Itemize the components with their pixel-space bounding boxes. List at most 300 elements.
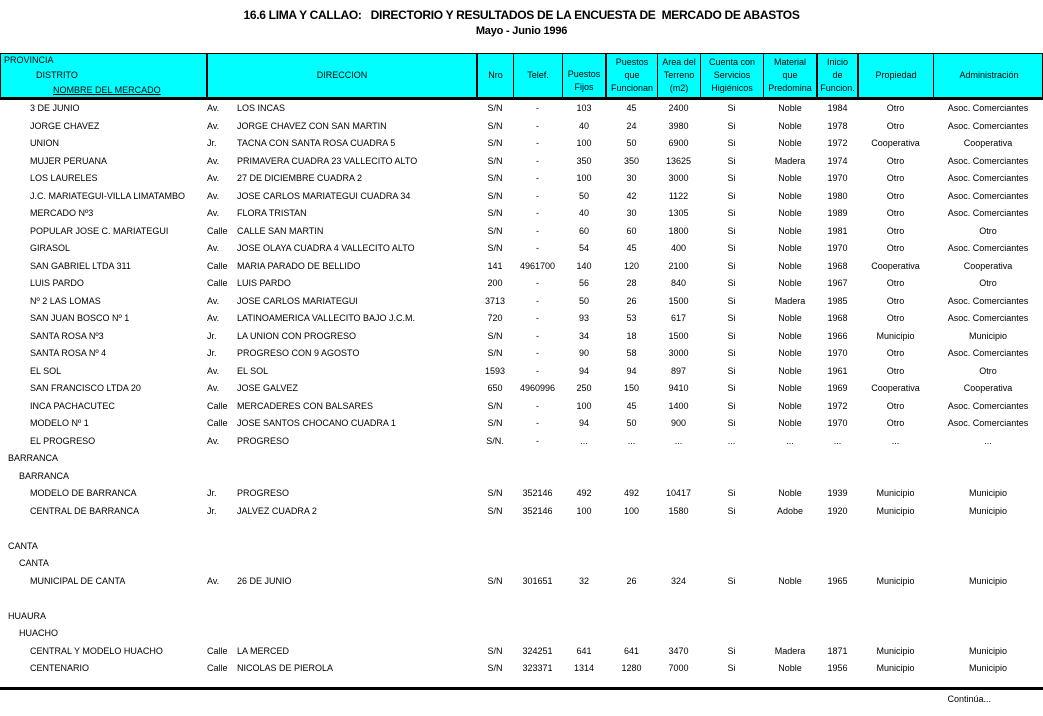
cell-via: Jr.	[207, 330, 217, 341]
cell-name: POPULAR JOSE C. MARIATEGUI	[30, 225, 169, 236]
cell-inicio: 1970	[827, 173, 848, 183]
cell-sh: Si	[727, 225, 736, 236]
cell-mat: Noble	[778, 348, 802, 358]
cell-via: Av.	[207, 208, 220, 218]
cell-func: 45	[626, 103, 637, 113]
cell-prop: Otro	[886, 225, 905, 236]
cell-area	[657, 520, 700, 538]
cell-adm	[933, 450, 1043, 468]
cell-sh: Si	[727, 313, 736, 323]
cell-adm: Otro	[979, 365, 997, 376]
cell-fijos	[562, 450, 606, 468]
cell-sh	[700, 468, 763, 486]
cell-fijos: 94	[578, 365, 589, 376]
header-distrito-label: DISTRITO	[36, 70, 78, 80]
cell-inicio: 1972	[827, 400, 848, 411]
cell-area: 324	[670, 575, 687, 586]
cell-func	[606, 590, 657, 608]
cell-area: 6900	[668, 138, 689, 148]
cell-via: Av.	[207, 190, 220, 201]
cell-area: 1400	[668, 400, 689, 411]
cell-func: 150	[623, 383, 640, 393]
cell-name: MUNICIPAL DE CANTA	[30, 575, 126, 586]
table-row	[0, 328, 1043, 346]
cell-adm	[933, 608, 1043, 626]
cell-adm: Asoc. Comerciantes	[947, 295, 1029, 306]
header-col-administracion: Administración	[959, 70, 1019, 80]
header-col-area-terreno: Area del Terreno (m2)	[658, 54, 701, 97]
cell-inicio: 1970	[827, 418, 848, 428]
cell-tel: 352146	[522, 488, 553, 498]
cell-inicio: 1966	[827, 330, 848, 341]
cell-mat: Noble	[778, 330, 802, 341]
header-col-mercado	[1, 54, 208, 97]
cell-name: SANTA ROSA Nº3	[30, 330, 104, 341]
cell-nro: S/N	[487, 505, 503, 516]
cell-func: ...	[627, 435, 636, 446]
table-row	[0, 503, 1043, 521]
cell-area	[657, 468, 700, 486]
cell-via: Av.	[207, 575, 220, 586]
cell-func	[606, 538, 657, 556]
cell-tel	[513, 608, 562, 626]
cell-dir: LOS INCAS	[237, 103, 286, 113]
cell-area: 13625	[665, 155, 692, 166]
cell-dir	[237, 625, 477, 643]
cell-sh: Si	[727, 488, 736, 498]
cell-inicio	[817, 625, 858, 643]
table-row	[0, 135, 1043, 153]
cell-prop: Otro	[886, 295, 905, 306]
cell-mat	[763, 555, 817, 573]
cell-inicio: 1967	[827, 278, 848, 288]
cell-tel: 323371	[522, 663, 553, 673]
cell-area: 1580	[668, 505, 689, 516]
cell-func: 100	[623, 505, 640, 516]
cell-area: 7000	[668, 663, 689, 673]
cell-fijos: 40	[578, 208, 589, 218]
province-row	[0, 608, 1043, 626]
cell-prop	[858, 555, 933, 573]
cell-prop: Otro	[886, 243, 905, 253]
cell-name: LUIS PARDO	[30, 278, 84, 288]
title-block	[0, 0, 1043, 53]
table-row	[0, 310, 1043, 328]
cell-dir: JORGE CHAVEZ CON SAN MARTIN	[237, 120, 387, 131]
cell-prop: Otro	[886, 103, 905, 113]
cell-adm: Asoc. Comerciantes	[947, 348, 1029, 358]
cell-sh: Si	[727, 155, 736, 166]
cell-area: 1500	[668, 295, 689, 306]
cell-nro	[477, 538, 513, 556]
cell-name: CANTA	[19, 558, 49, 568]
table-row	[0, 363, 1043, 381]
cell-name: SAN JUAN BOSCO Nº 1	[30, 313, 130, 323]
cell-name	[0, 590, 207, 608]
cell-inicio: 1989	[827, 208, 848, 218]
cell-adm: Cooperativa	[963, 383, 1013, 393]
cell-nro	[477, 555, 513, 573]
cell-prop: Otro	[886, 173, 905, 183]
cell-adm: Municipio	[968, 488, 1008, 498]
cell-dir: JOSE GALVEZ	[237, 383, 298, 393]
cell-via: Av.	[207, 243, 220, 253]
cell-area: 2400	[668, 103, 689, 113]
cell-prop: Municipio	[876, 330, 915, 341]
cell-mat: Noble	[778, 120, 802, 131]
cell-dir: 27 DE DICIEMBRE CUADRA 2	[237, 173, 363, 183]
cell-adm: Asoc. Comerciantes	[947, 103, 1029, 113]
cell-tel: -	[536, 190, 539, 201]
cell-area: 1500	[668, 330, 689, 341]
cell-tel: -	[536, 435, 539, 446]
header-col-servicios-higienicos: Cuenta con Servicios Higiénicos	[701, 54, 764, 97]
cell-via: Av.	[207, 295, 220, 306]
cell-inicio: 1980	[827, 190, 848, 201]
cell-nro: S/N	[487, 575, 503, 586]
cell-nro: S/N	[487, 348, 503, 358]
cell-inicio: 1970	[827, 243, 848, 253]
table-row	[0, 660, 1043, 678]
cell-fijos: 94	[578, 418, 589, 428]
cell-area: 3000	[668, 173, 689, 183]
cell-dir: LATINOAMERICA VALLECITO BAJO J.C.M.	[237, 313, 416, 323]
cell-via: Av.	[207, 155, 220, 166]
cell-via: Jr.	[207, 138, 217, 148]
cell-name: JORGE CHAVEZ	[30, 120, 100, 131]
cell-dir: CALLE SAN MARTIN	[237, 225, 324, 236]
cell-mat: Noble	[778, 488, 802, 498]
cell-nro: S/N	[487, 488, 503, 498]
cell-inicio	[817, 468, 858, 486]
cell-tel: -	[536, 155, 539, 166]
table-row	[0, 258, 1043, 276]
cell-mat: Noble	[778, 243, 802, 253]
cell-nro	[477, 590, 513, 608]
cell-mat: ...	[786, 435, 794, 446]
cell-prop	[858, 608, 933, 626]
cell-inicio	[817, 590, 858, 608]
cell-name: HUAURA	[8, 610, 47, 621]
table-row	[0, 275, 1043, 293]
cell-inicio	[817, 450, 858, 468]
cell-sh: Si	[727, 400, 736, 411]
cell-sh: Si	[727, 103, 736, 113]
cell-via: Av.	[207, 365, 220, 376]
header-col-nro: Nro	[478, 54, 514, 97]
cell-nro: 650	[487, 383, 503, 393]
cell-sh: Si	[727, 330, 736, 341]
cell-adm: Asoc. Comerciantes	[947, 243, 1029, 253]
cell-sh: Si	[727, 278, 736, 288]
cell-adm	[933, 555, 1043, 573]
table-row	[0, 485, 1043, 503]
cell-mat: Noble	[778, 225, 802, 236]
cell-tel: -	[536, 313, 539, 323]
cell-func	[606, 625, 657, 643]
cell-name: MODELO DE BARRANCA	[30, 488, 137, 498]
cell-fijos: ...	[580, 435, 588, 446]
cell-inicio: 1969	[827, 383, 848, 393]
cell-sh: Si	[727, 505, 736, 516]
cell-tel: 324251	[522, 645, 553, 656]
cell-nro	[477, 608, 513, 626]
cell-fijos: 93	[578, 313, 589, 323]
cell-mat: Madera	[774, 645, 806, 656]
cell-mat: Noble	[778, 260, 802, 271]
cell-prop: Otro	[886, 418, 905, 428]
cell-mat: Noble	[778, 400, 802, 411]
cell-inicio	[817, 538, 858, 556]
cell-tel: 352146	[522, 505, 553, 516]
cell-via	[207, 590, 237, 608]
cell-func: 94	[626, 365, 637, 376]
cell-tel	[513, 468, 562, 486]
cell-adm	[933, 520, 1043, 538]
cell-adm: Otro	[979, 225, 997, 236]
cell-func: 45	[626, 400, 637, 411]
cell-fijos: 40	[578, 120, 589, 131]
cell-fijos: 100	[576, 173, 592, 183]
table-row	[0, 223, 1043, 241]
cell-mat: Noble	[778, 575, 802, 586]
cell-prop: Cooperativa	[871, 260, 920, 271]
cell-adm: Cooperativa	[963, 138, 1013, 148]
cell-tel: -	[536, 295, 539, 306]
table-row	[0, 118, 1043, 136]
table-row	[0, 345, 1043, 363]
table-row	[0, 643, 1043, 661]
cell-inicio: 1965	[827, 575, 848, 586]
cell-fijos: 100	[576, 400, 592, 411]
cell-name: LOS LAURELES	[30, 173, 98, 183]
cell-func: 492	[623, 488, 640, 498]
cell-dir	[237, 590, 477, 608]
cell-inicio: 1981	[827, 225, 848, 236]
cell-inicio: 1978	[827, 120, 848, 131]
cell-name: BARRANCA	[8, 453, 59, 463]
cell-mat	[763, 538, 817, 556]
cell-name: CENTRAL Y MODELO HUACHO	[30, 645, 163, 656]
cell-inicio: 1961	[827, 365, 848, 376]
cell-tel: 301651	[522, 575, 553, 586]
cell-tel: -	[536, 243, 539, 253]
cell-via: Av.	[207, 383, 220, 393]
cell-inicio: 1985	[827, 295, 848, 306]
cell-dir: JOSE OLAYA CUADRA 4 VALLECITO ALTO	[237, 243, 415, 253]
cell-via	[207, 625, 237, 643]
cell-nro: 1593	[484, 365, 506, 376]
table-row	[0, 293, 1043, 311]
spacer-row	[0, 520, 1043, 538]
cell-nro: 720	[487, 313, 503, 323]
cell-dir: LA MERCED	[237, 645, 290, 656]
cell-fijos: 350	[576, 155, 592, 166]
cell-dir	[237, 538, 477, 556]
cell-sh: Si	[727, 575, 736, 586]
cell-nro	[477, 450, 513, 468]
cell-prop: Otro	[886, 190, 905, 201]
cell-adm: Asoc. Comerciantes	[947, 313, 1029, 323]
cell-tel: -	[536, 103, 539, 113]
cell-func: 24	[626, 120, 637, 131]
cell-sh: Si	[727, 260, 736, 271]
cell-adm	[933, 590, 1043, 608]
cell-inicio: ...	[833, 435, 842, 446]
cell-via: Av.	[207, 435, 220, 446]
cell-tel: -	[536, 365, 539, 376]
cell-mat	[763, 520, 817, 538]
cell-nro: 200	[487, 278, 503, 288]
cell-area: 900	[670, 418, 687, 428]
cell-name	[0, 520, 207, 538]
cell-dir: PROGRESO	[237, 435, 290, 446]
cell-tel	[513, 555, 562, 573]
cell-prop: Municipio	[876, 505, 915, 516]
cell-inicio: 1970	[827, 348, 848, 358]
cell-prop	[858, 468, 933, 486]
table-row	[0, 240, 1043, 258]
cell-prop: Otro	[886, 313, 905, 323]
cell-mat: Madera	[774, 295, 806, 306]
cell-name: MODELO Nº 1	[30, 418, 89, 428]
cell-fijos: 103	[576, 103, 592, 113]
cell-via: Av.	[207, 313, 220, 323]
cell-fijos: 492	[576, 488, 592, 498]
cell-area: 400	[670, 243, 687, 253]
cell-mat: Noble	[778, 418, 802, 428]
cell-func: 18	[626, 330, 637, 341]
cell-dir: TACNA CON SANTA ROSA CUADRA 5	[237, 138, 396, 148]
cell-sh	[700, 520, 763, 538]
cell-mat	[763, 625, 817, 643]
cell-area	[657, 450, 700, 468]
cell-inicio: 1968	[827, 260, 848, 271]
cell-fijos	[562, 608, 606, 626]
cell-dir: JOSE CARLOS MARIATEGUI	[237, 295, 358, 306]
cell-adm: Asoc. Comerciantes	[947, 155, 1029, 166]
cell-nro: S/N	[487, 103, 503, 113]
cell-tel: -	[536, 330, 539, 341]
cell-sh: Si	[727, 120, 736, 131]
cell-tel: -	[536, 225, 539, 236]
cell-nro: S/N	[487, 243, 503, 253]
cell-via	[207, 468, 237, 486]
cell-fijos: 54	[578, 243, 589, 253]
cell-mat	[763, 590, 817, 608]
cell-area	[657, 625, 700, 643]
table-row	[0, 100, 1043, 118]
table-row	[0, 188, 1043, 206]
cell-fijos: 56	[578, 278, 589, 288]
table-row	[0, 573, 1043, 591]
cell-via: Av.	[207, 173, 220, 183]
cell-tel	[513, 450, 562, 468]
cell-fijos: 250	[576, 383, 592, 393]
cell-mat: Noble	[778, 103, 802, 113]
cell-func: 1280	[621, 663, 642, 673]
cell-sh: Si	[727, 243, 736, 253]
cell-adm: Asoc. Comerciantes	[947, 208, 1029, 218]
cell-func: 42	[626, 190, 637, 201]
cell-nro: 3713	[484, 295, 506, 306]
district-row	[0, 555, 1043, 573]
cell-prop: Municipio	[876, 575, 915, 586]
table-row	[0, 433, 1043, 451]
cell-tel: 4961700	[519, 260, 556, 271]
cell-prop: ...	[891, 435, 900, 446]
cell-sh: Si	[727, 348, 736, 358]
cell-prop: Municipio	[876, 645, 915, 656]
cell-mat: Noble	[778, 278, 802, 288]
cell-tel: -	[536, 400, 539, 411]
cell-nro: S/N	[487, 400, 503, 411]
cell-func: 60	[626, 225, 637, 236]
header-col-telef: Telef.	[514, 54, 563, 97]
cell-nro: S/N	[487, 645, 503, 656]
cell-prop: Municipio	[876, 663, 915, 673]
cell-area	[657, 608, 700, 626]
cell-nro: S/N	[487, 330, 503, 341]
cell-dir	[237, 468, 477, 486]
cell-inicio: 1939	[827, 488, 848, 498]
cell-dir: MARIA PARADO DE BELLIDO	[237, 260, 361, 271]
cell-dir: JALVEZ CUADRA 2	[237, 505, 317, 516]
cell-via: Jr.	[207, 505, 217, 516]
table-row	[0, 205, 1043, 223]
cell-adm: Municipio	[968, 330, 1008, 341]
cell-inicio	[817, 608, 858, 626]
cell-fijos: 60	[578, 225, 589, 236]
cell-mat: Noble	[778, 365, 802, 376]
cell-prop: Otro	[886, 278, 905, 288]
cell-dir	[237, 608, 477, 626]
cell-adm	[933, 538, 1043, 556]
page-subtitle: Mayo - Junio 1996	[475, 25, 568, 37]
header-nombre-mercado-label: NOMBRE DEL MERCADO	[53, 85, 161, 95]
cell-inicio: 1920	[827, 505, 848, 516]
header-col-puestos-fijos: Puestos Fijos	[563, 54, 607, 97]
cell-nro: S/N	[487, 138, 503, 148]
cell-dir: 26 DE JUNIO	[237, 575, 292, 586]
cell-inicio: 1972	[827, 138, 848, 148]
cell-area: 3000	[668, 348, 689, 358]
header-col-direccion: DIRECCION	[208, 54, 478, 97]
cell-tel	[513, 590, 562, 608]
cell-prop: Otro	[886, 365, 905, 376]
cell-area	[657, 590, 700, 608]
cell-adm: Asoc. Comerciantes	[947, 120, 1029, 131]
cell-via: Calle	[207, 400, 228, 411]
cell-area: 1800	[668, 225, 689, 236]
cell-prop: Otro	[886, 120, 905, 131]
page-title: 16.6 LIMA Y CALLAO: DIRECTORIO Y RESULTADOS DE LA ENCUESTA DE MERCADO DE ABASTOS	[243, 8, 800, 22]
cell-tel: -	[536, 138, 539, 148]
cell-via	[207, 555, 237, 573]
cell-prop	[858, 450, 933, 468]
cell-sh	[700, 608, 763, 626]
cell-via: Calle	[207, 418, 228, 428]
cell-inicio: 1956	[827, 663, 848, 673]
spacer-row	[0, 590, 1043, 608]
cell-prop	[858, 590, 933, 608]
cell-dir: JOSE SANTOS CHOCANO CUADRA 1	[237, 418, 396, 428]
cell-mat: Noble	[778, 190, 802, 201]
cell-area: 3980	[668, 120, 689, 131]
cell-dir: PROGRESO CON 9 AGOSTO	[237, 348, 360, 358]
cell-adm: Municipio	[968, 645, 1008, 656]
cell-prop	[858, 625, 933, 643]
